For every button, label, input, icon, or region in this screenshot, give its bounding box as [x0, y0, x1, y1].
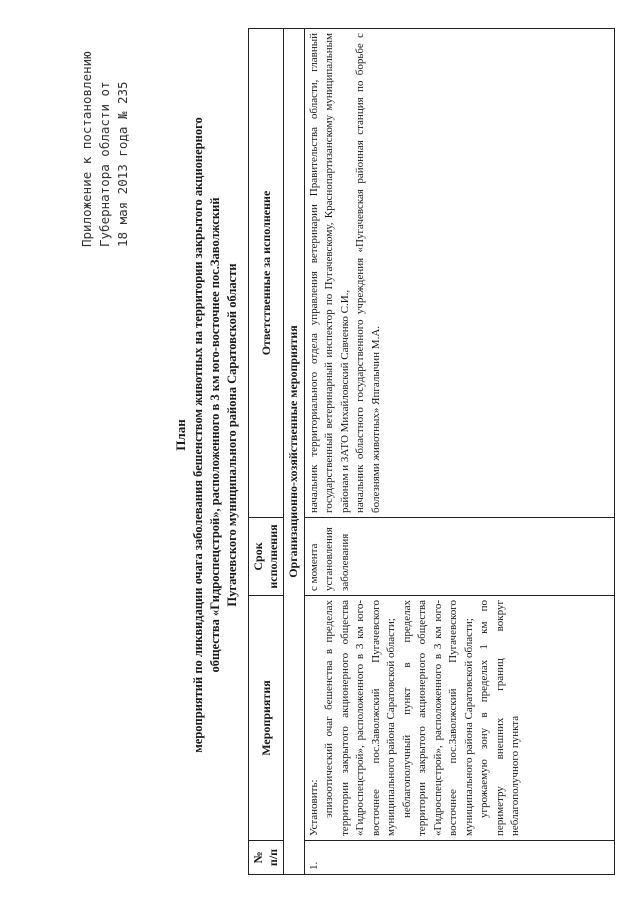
header-num: № п/п	[249, 841, 284, 875]
appendix-line-1: Приложение к постановлению	[79, 51, 94, 247]
activity-item-2: неблагополучный пункт в пределах территории закрытого акционерного общества «Гидроспецстрой», расположенного в 3 км юго-восточнее пос.Заволжский Пугачевского муниципального района Саратовской области;	[400, 600, 475, 836]
appendix-note	[78, 17, 132, 247]
activity-item-3: угрожаемую зону в пределах 1 км по периметру внешних границ вокруг неблагополучного пункта	[478, 600, 521, 836]
appendix-line-3: 18 мая 2013 года № 235	[115, 81, 130, 247]
table-header-row	[249, 29, 284, 875]
activity-intro: Установить:	[307, 779, 320, 836]
row-activities	[304, 596, 614, 841]
row-number: 1.	[304, 841, 614, 875]
appendix-line-2: Губернатора области от	[97, 81, 112, 247]
responsible-item-1: начальник территориального отдела управления ветеринарии Правительства области, главный государственный ветеринарный инспектор по Пугачевскому, Краснопартизанскому муниципальным районам и ЗАТО Михайловский Савченко С.И.,	[307, 33, 351, 513]
plan-table	[248, 28, 615, 875]
activity-item-1: эпизоотический очаг бешенства в пределах территории закрытого акционерного общества «Гидроспецстрой», расположенного в 3 км юго-восточнее пос.Заволжский Пугачевского муниципального района Саратовской области;	[323, 600, 397, 836]
header-responsible: Ответственные за исполнение	[249, 29, 284, 518]
title-line-3: Пугачевского муниципального района Саратовской области	[225, 263, 239, 607]
table-row	[304, 29, 614, 875]
title-line-1: мероприятий по ликвидации очага заболевания бешенством животных на территории закрытого акционерного	[191, 117, 205, 753]
title-line-2: общества «Гидроспецстрой», расположенного в 3 км юго-восточнее пос.Заволжский	[208, 197, 222, 673]
row-responsible	[304, 29, 614, 518]
header-activities: Мероприятия	[249, 596, 284, 841]
responsible-item-2: начальник областного государственного учреждения «Пугачевская районная станция по борьбе с болезнями животных» Япгалычин М.А.	[354, 33, 382, 513]
title-head: План	[173, 419, 188, 451]
document-title	[172, 115, 241, 755]
row-term: с момента установления заболевания	[304, 518, 614, 596]
section-row	[284, 29, 305, 875]
section-title: Организационно-хозяйственные мероприятия	[284, 29, 305, 875]
header-term: Срок исполнения	[249, 518, 284, 596]
